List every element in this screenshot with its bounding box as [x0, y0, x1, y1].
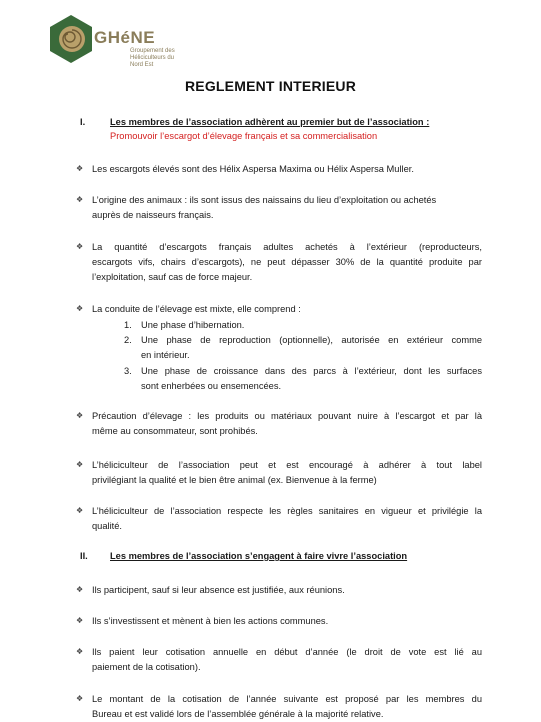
- list-item-line: L’héliciculteur de l’association respecte les règles sanitaires en vigueur et privilégie la: [92, 506, 482, 516]
- phase-line: Une phase de croissance dans des parcs à l’extérieur, dont les surfaces: [141, 366, 482, 376]
- list-item: [92, 162, 482, 177]
- section-1-heading: Les membres de l’association adhèrent au premier but de l’association :: [110, 117, 430, 127]
- phase-text: [141, 333, 482, 363]
- phase-line: Une phase d’hibernation.: [141, 320, 245, 330]
- phase-number: 1.: [124, 320, 132, 330]
- list-item: [92, 583, 482, 598]
- bullet-icon: ❖: [76, 616, 84, 625]
- page-title: REGLEMENT INTERIEUR: [184, 78, 357, 94]
- list-item-line: Ils s’investissent et mènent à bien les actions communes.: [92, 616, 329, 626]
- snail-shell-logo-icon: [48, 14, 94, 64]
- list-item: [92, 193, 482, 223]
- phase-number: 2.: [124, 335, 132, 345]
- list-item-line: L’origine des animaux : ils sont issus des naissains du lieu d’exploitation ou achetés: [92, 195, 437, 205]
- phase-text: [141, 364, 482, 394]
- list-item: [92, 409, 482, 439]
- bullet-icon: ❖: [76, 195, 84, 204]
- list-item-line: La quantité d’escargots français adultes achetés à l’extérieur (reproducteurs,: [92, 242, 482, 252]
- list-item-line: escargots vifs, chairs d’escargots), ne peut dépasser 30% de la quantité produite par: [92, 257, 482, 267]
- list-item: [92, 504, 482, 534]
- list-item-line: Les escargots élevés sont des Hélix Aspersa Maxima ou Hélix Aspersa Muller.: [92, 164, 414, 174]
- section-2-heading: Les membres de l’association s’engagent à faire vivre l’association: [110, 551, 408, 561]
- section-1-number: I.: [80, 117, 86, 127]
- list-item: [92, 692, 482, 722]
- bullet-icon: ❖: [76, 694, 84, 703]
- list-item-line: même au consommateur, sont prohibés.: [92, 426, 258, 436]
- phase-line: sont enherbées ou ensemencées.: [141, 381, 282, 391]
- list-item-line: auprès de naisseurs français.: [92, 210, 214, 220]
- phase-line: Une phase de reproduction (optionnelle), autorisée en extérieur comme: [141, 335, 482, 345]
- bullet-icon: ❖: [76, 647, 84, 656]
- section-1-subtitle: Promouvoir l’escargot d’élevage français et sa commercialisation: [110, 131, 378, 141]
- list-item: [92, 458, 482, 488]
- list-item-line: paiement de la cotisation).: [92, 662, 201, 672]
- list-item: [92, 614, 482, 629]
- list-item: [92, 645, 482, 675]
- logo-name: GHéNE: [94, 28, 156, 47]
- bullet-icon: ❖: [76, 164, 84, 173]
- bullet-icon: ❖: [76, 506, 84, 515]
- logo-subtitle-line: Groupement des: [130, 48, 175, 54]
- phase-text: [141, 318, 482, 333]
- bullet-icon: ❖: [76, 242, 84, 251]
- list-item: [92, 240, 482, 285]
- list-item-line: Précaution d’élevage : les produits ou matériaux pouvant nuire à l’escargot et par là: [92, 411, 482, 421]
- logo-subtitle: [130, 48, 220, 69]
- ghene-logo: [48, 14, 175, 74]
- list-item-line: Bureau et est validé lors de l’assemblée générale à la majorité relative.: [92, 709, 384, 719]
- list-item-line: l’exploitation, sauf cas de force majeur.: [92, 272, 253, 282]
- logo-subtitle-line: Héliciculteurs du: [130, 55, 175, 61]
- bullet-icon: ❖: [76, 411, 84, 420]
- list-item-line: Le montant de la cotisation de l’année suivante est proposé par les membres du: [92, 694, 482, 704]
- logo-subtitle-line: Nord Est: [130, 62, 154, 68]
- bullet-icon: ❖: [76, 304, 84, 313]
- section-2-number: II.: [80, 551, 88, 561]
- list-item-line: privilégiant la qualité et le bien être animal (ex. Bienvenue à la ferme): [92, 475, 377, 485]
- list-item-line: Ils participent, sauf si leur absence est justifiée, aux réunions.: [92, 585, 345, 595]
- bullet-icon: ❖: [76, 460, 84, 469]
- phase-line: en intérieur.: [141, 350, 190, 360]
- list-item-line: L’héliciculteur de l’association peut et est encouragé à adhérer à tout label: [92, 460, 482, 470]
- list-item-line: qualité.: [92, 521, 122, 531]
- list-item: [92, 302, 482, 317]
- phase-number: 3.: [124, 366, 132, 376]
- list-item-line: Ils paient leur cotisation annuelle en début d’année (le droit de vote est lié au: [92, 647, 482, 657]
- list-item-line: La conduite de l’élevage est mixte, elle comprend :: [92, 304, 301, 314]
- bullet-icon: ❖: [76, 585, 84, 594]
